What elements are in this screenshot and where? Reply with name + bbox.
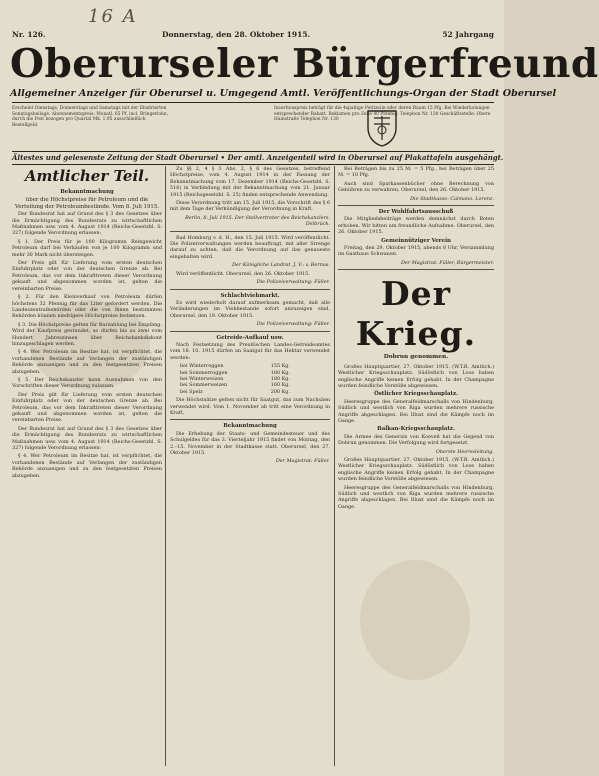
signature: Oberste Heeresleitung.	[435, 448, 494, 455]
signature: Der Magistrat: Füller.	[275, 458, 330, 465]
paragraph: Großes Hauptquartier, 27. Oktober 1915. (W.T.B. Amtlich.) Westlicher Kriegsschauplatz. Südöstlich von Loos haben englische Angriffe keinen Erfolg gehabt. In der Champagne wurden feindliche Vorstöße abgewiesen.	[338, 456, 494, 483]
section-title-official: Amtlicher Teil.	[24, 167, 150, 185]
divider	[170, 289, 330, 290]
article-heading: Balkan-Kriegsschauplatz.	[377, 426, 455, 433]
divider	[170, 331, 330, 332]
paragraph: Nach Festsetzung des Preußischen Landes-Getreideamtes vom 18. 10. 1915 dürfen an Saatgut für das Hektar verwendet werden:	[170, 341, 330, 361]
column-divider	[334, 166, 335, 766]
issue-date: Donnerstag, den 28. Oktober 1915.	[162, 30, 311, 39]
masthead-subtitle: Allgemeiner Anzeiger für Oberursel u. Umgegend Amtl. Veröffentlichungs-Organ der Stadt Oberursel	[10, 88, 557, 99]
paragraph: Die Armee des Generals von Koeveß hat die Gegend von Dobrun genommen. Die Verfolgung wird fortgesetzt.	[338, 433, 494, 447]
paragraph: Bei Beträgen bis zu 25 M. = 5 Pfg., bei Beträgen über 25 M. = 10 Pfg.	[338, 166, 494, 179]
paragraph: Bad Homburg v. d. H., den 15. Juli 1915. Wird veröffentlicht. Die Polizeiverwaltungen werden beauftragt, mit aller Strenge darauf zu achten, daß die Verordnung auf das genaueste eingehalten wird.	[170, 234, 330, 260]
paragraph: Der Preis gilt für Lieferung vom ersten deutschen Einfuhrplatz oder von der deutschen Grenze ab. Bei Petroleum, das vor dem Inkrafttreten dieser Verordnung gekauft und abgenommen worden ist, gelten die vereinbarten Preise.	[12, 391, 162, 424]
section-title-war: Der Krieg.	[355, 274, 477, 354]
paragraph: Der Bundesrat hat auf Grund des § 3 des Gesetzes über die Ermächtigung des Bundesrats zu wirtschaftlichen Maßnahmen usw. vom 4. August 1914 (Reichs-Gesetzbl. S. 327) folgende Verordnung erlassen:	[12, 211, 162, 237]
table-row: bei Winterweizen 180 Kg.	[180, 375, 290, 382]
article-heading: Östlicher Kriegsschauplatz.	[374, 391, 458, 398]
article-heading: Der Wohlfahrtsausschuß	[378, 209, 454, 216]
paragraph: § 5. Der Reichskanzler kann Ausnahmen von den Vorschriften dieser Verordnung zulassen.	[12, 376, 162, 390]
issue-volume: 52 Jahrgang	[442, 30, 494, 39]
paragraph: Wird veröffentlicht. Oberursel, den 26. Oktober 1915.	[176, 270, 310, 277]
signature: Berlin, 8. Juli 1915. Der Stellvertreter des Reichskanzlers. Delbrück.	[185, 214, 330, 228]
paragraph: Die Höchstsätze gelten nicht für Saatgut, das zum Nachsäen verwendet wird. Vom 1. November ab tritt eine Verordnung in Kraft.	[170, 397, 330, 416]
article-heading: Bekanntmachung	[223, 423, 277, 430]
article-heading: Schlachtviehmarkt.	[220, 292, 280, 299]
column-divider	[165, 166, 166, 766]
paragraph: § 4. Wer Petroleum im Besitze hat, ist verpflichtet, die vorhandenen Bestände auf Verlangen der zuständigen Behörde anzuzeigen und zu den festgesetzten Preisen abzugeben.	[12, 349, 162, 375]
column-war-news	[338, 166, 494, 766]
table-row: bei Winterroggen 155 Kg.	[180, 363, 290, 370]
paragraph: § 1. Der Preis für je 100 Kilogramm Reingewicht Petroleum darf bei Verkäufen von je 100 Kilogramm und mehr 30 Mark nicht übersteigen.	[12, 238, 162, 258]
paragraph: Großes Hauptquartier, 27. Oktober 1915. (W.T.B. Amtlich.) Westlicher Kriegsschauplatz. Südöstlich von Loos haben englische Angriffe keinen Erfolg gehabt. In der Champagne wurden feindliche Vorstöße abgewiesen.	[338, 363, 494, 389]
signature: Die Polizeiverwaltung: Füller.	[256, 321, 330, 328]
masthead: Oberurseler Bürgerfreund	[10, 41, 599, 87]
paragraph: Zu §§ 2, 4 § 3 Abs. 2, § 6 des Gesetzes, betreffend Höchstpreise, vom 4. August 1914 in der Fassung der Bekanntmachung vom 17. Dezember 1914 (Reichs-Gesetzbl. S. 516) in Verbindung mit der Bekanntmachung vom 21. Januar 1915 (Reichsgesetzbl. S. 25) finden entsprechende Anwendung.	[170, 166, 330, 198]
article-heading: Bekanntmachung	[60, 189, 114, 195]
signature: Der Magistrat: Füller, Bürgermeister.	[401, 259, 494, 266]
paragraph: Heeresgruppe des Generalfeldmarschalls von Hindenburg. Südlich und westlich von Riga wurden mehrere russische Angriffe abgeschlagen. Bei Illuxt sind die Kämpfe noch im Gange.	[338, 398, 494, 424]
paragraph: § 4. Wer Petroleum im Besitze hat, ist verpflichtet, die vorhandenen Bestände auf Verlangen der zuständigen Behörde anzuzeigen und zu den festgesetzten Preisen abzugeben.	[12, 453, 162, 479]
article-heading: Getreide-Aufkauf usw.	[216, 334, 284, 341]
column-official	[12, 166, 162, 766]
paragraph: Die Mitgliedsbeiträge werden demnächst durch Boten erhoben. Wir bitten um freundliche Aufnahme. Oberursel, den 26. Oktober 1915.	[338, 216, 494, 236]
paragraph: Der Bundesrat hat auf Grund des § 3 des Gesetzes über die Ermächtigung des Bundesrats zu wirtschaftlichen Maßnahmen usw. vom 4. August 1914 (Reichs-Gesetzbl. S. 327) folgende Verordnung erlassen:	[12, 425, 162, 452]
article-heading: Gemeinnütziger Verein	[381, 237, 451, 244]
divider	[338, 269, 494, 270]
paragraph: Auch sind Sparkassenbücher ohne Berechnung von Gebühren zu verwahren. Oberursel, den 26. Oktober 1915.	[338, 180, 494, 194]
signature: Die Stadtkasse: Calmano. Lorenz.	[410, 195, 494, 202]
banner-line: Ältestes und gelesenste Zeitung der Stadt Oberursel • Der amtl. Anzeigenteil wird in Oberursel auf Plakattafeln ausgehängt.	[12, 153, 494, 165]
paragraph: Diese Verordnung tritt am 15. Juli 1915, die Vorschrift des § 6 mit dem Tage der Verkündigung der Verordnung in Kraft.	[170, 200, 330, 213]
table-row: bei Sommerweizen 160 Kg.	[180, 382, 290, 389]
subscription-info: Erscheint Dienstags, Donnerstags und Samstags mit der Illustrierten Sonntagsbeilage. Abonnementspreis: Monatl. 65 Pf. incl. Bringerlohn, durch die Post bezogen pro Quartal Mk. 1.95 ausschließlich Bestellgeld.	[12, 106, 169, 128]
paragraph: Der Preis gilt für Lieferung vom ersten deutschen Einfuhrplatz oder von der deutschen Grenze ab. Bei Petroleum, das vor dem Inkrafttreten dieser Verordnung gekauft und abgenommen worden ist, gelten die vereinbarten Preise.	[12, 260, 162, 292]
issue-number: Nr. 126.	[12, 30, 46, 39]
divider	[170, 231, 330, 232]
advertising-info: Insertionspreis beträgt für die 4spaltige Petitzeile oder deren Raum 15 Pfg. Bei Wiederholungen entsprechender Rabatt. Reklamen pro Zeile 40 Pfennig. Telephon Nr. 130 Geschäftsstelle: Obere Hainstraße Telephon Nr. 130	[274, 106, 491, 123]
paragraph: Die Erhebung der Staats- und Gemeindesteuer und des Schulgeldes für das 3. Vierteljahr 1915 findet von Montag, den 2.–15. November in der Stadtkasse statt. Oberursel, den 27. Oktober 1915.	[170, 430, 330, 457]
paragraph: Es wird wiederholt darauf aufmerksam gemacht, daß alle Veränderungen im Viehbestande sofort anzuzeigen sind. Oberursel, den 19. Oktober 1915.	[170, 299, 330, 319]
paragraph: Heeresgruppe des Generalfeldmarschalls von Hindenburg. Südlich und westlich von Riga wurden mehrere russische Angriffe abgeschlagen. Bei Illuxt sind die Kämpfe noch im Gange.	[338, 484, 494, 510]
article-subheading: über die Höchstpreise für Petroleum und die Verteilung der Petroleumbestände. Vom 8. Juli 1915.	[15, 197, 159, 210]
divider	[338, 205, 494, 206]
paragraph: Freitag, den 29. Oktober 1915, abends 8 Uhr, Versammlung im Gasthaus Schwanen.	[338, 245, 494, 258]
signature: Die Polizeiverwaltung: Füller.	[256, 279, 330, 286]
paragraph: § 2. Für den Kleinverkauf von Petroleum dürfen höchstens 32 Pfennig für das Liter gefordert werden. Die Landeszentralbehörden oder die von ihnen bestimmten Behörden können niedrigere Höchstpreise festsetzen.	[12, 294, 162, 320]
divider	[170, 419, 330, 420]
publication-info-bar	[12, 102, 494, 152]
table-row: bei Sommerroggen 180 Kg.	[180, 369, 290, 376]
table-row: bei Spelz 200 Kg.	[180, 388, 290, 395]
paragraph: § 3. Die Höchstpreise gelten für Barzahlung bei Empfang. Wird der Kaufpreis gestundet, so dürfen bis zu zwei vom Hundert Jahreszinsen über Reichsbankdiskont hinzugeschlagen werden.	[12, 321, 162, 347]
handwritten-annotation: 16 A	[88, 6, 138, 27]
seed-table	[180, 363, 330, 395]
signature: Der Königliche Landrat. J. V.: v. Bernus.	[232, 262, 330, 269]
column-notices	[170, 166, 330, 766]
war-subheading: Dobrun genommen.	[383, 354, 449, 361]
